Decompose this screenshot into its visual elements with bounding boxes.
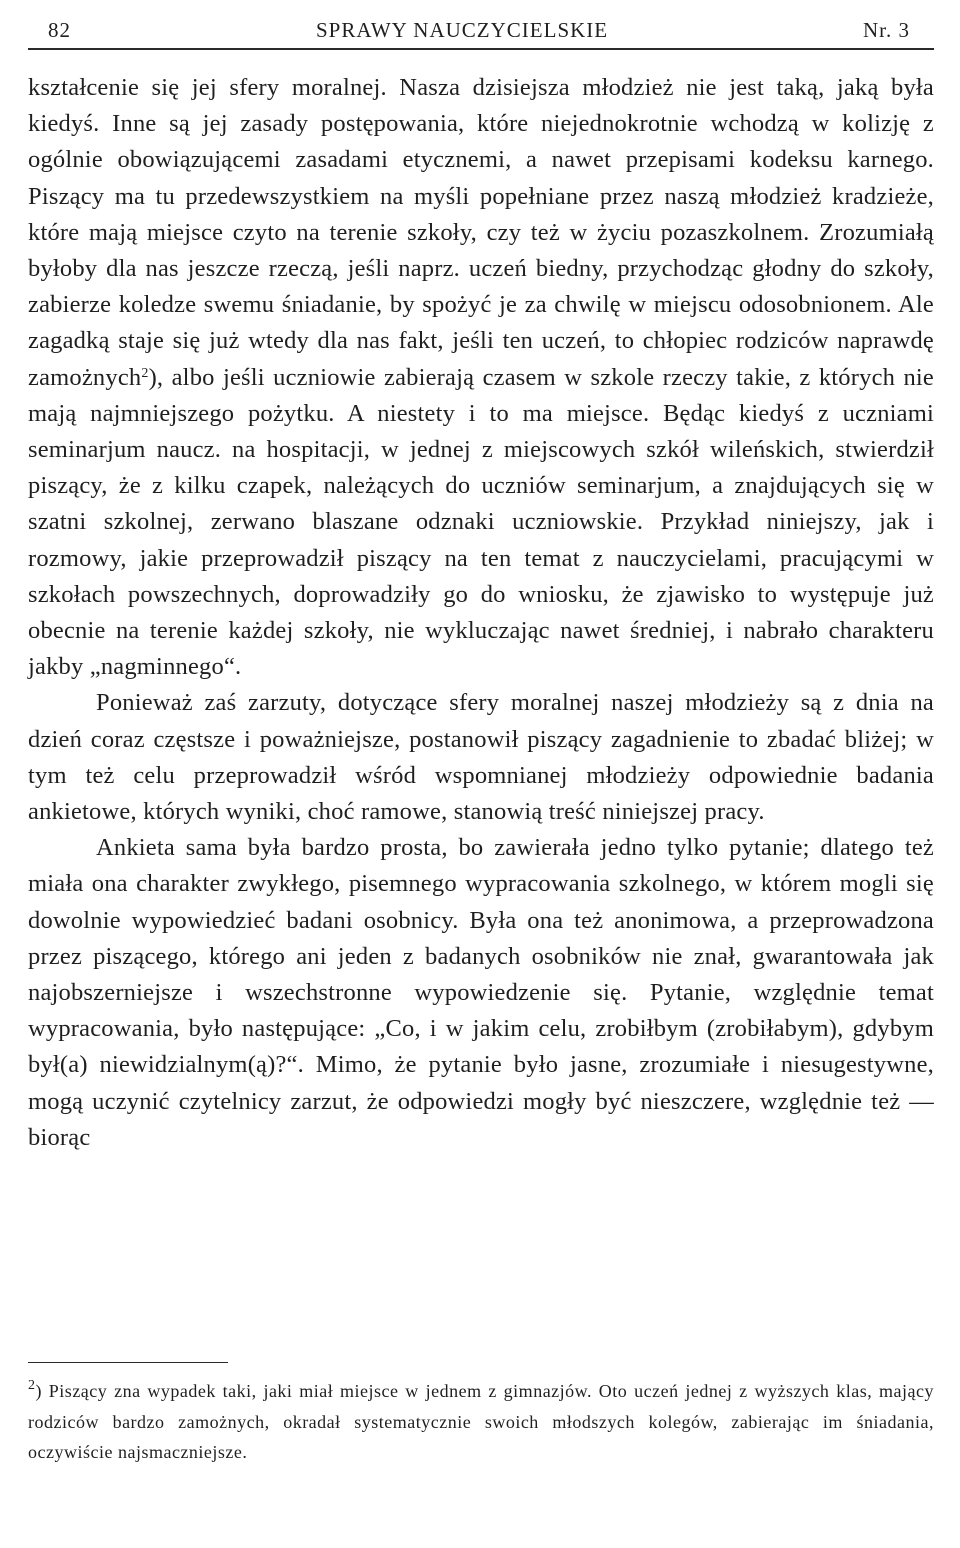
paragraph-1-part-a: kształcenie się jej sfery moralnej. Nasza dzisiejsza młodzież nie jest taką, jaką była kiedyś. Inne są jej zasady postępowania, które niejednokrotnie wchodzą w kolizję z ogólnie obowiązującemi zasadami etycznemi, a nawet przepisami kodeksu karnego. Piszący ma tu przedewszystkiem na myśli popełniane przez naszą młodzież kradzieże, które mają miejsce czyto na terenie szkoły, czy też w życiu pozaszkolnem. Zrozumiałą byłoby dla nas jeszcze rzeczą, jeśli naprz. uczeń biedny, przychodząc głodny do szkoły, zabierze koledze swemu śniadanie, by spożyć je za chwilę w miejscu odosobnionem. Ale zagadką staje się już wtedy dla nas fakt, jeśli ten uczeń, to chłopiec rodziców naprawdę zamożnych: [28, 74, 934, 391]
body-text: [28, 70, 934, 1156]
journal-title: SPRAWY NAUCZYCIELSKIE: [316, 18, 609, 42]
page-number: 82: [48, 18, 71, 42]
page-header: [28, 12, 934, 50]
paragraph-1-part-b: ), albo jeśli uczniowie zabierają czasem w szkole rzeczy takie, z których nie mają najmniejszego pożytku. A niestety i to ma miejsce. Będąc kiedyś z uczniami seminarjum naucz. na hospitacji, w jednej z miejscowych szkół wileńskich, stwierdził piszący, że z kilku czapek, należących do uczniów seminarjum, a znajdujących się w szatni szkolnej, zerwano blaszane odznaki uczniowskie. Przykład niniejszy, jak i rozmowy, jakie przeprowadził piszący na ten temat z nauczycielami, pracującymi w szkołach powszechnych, doprowadziły go do wniosku, że zjawisko to występuje już obecnie na terenie każdej szkoły, nie wykluczając nawet średniej, i nabrało charakteru jakby „nagminnego“.: [28, 363, 934, 681]
footnote: [28, 1376, 934, 1468]
paragraph-3: Ankieta sama była bardzo prosta, bo zawierała jedno tylko pytanie; dlatego też miała ona charakter zwykłego, pisemnego wypracowania szkolnego, w którem mogli się dowolnie wypowiedzieć badani osobnicy. Była ona też anonimowa, a przeprowadzona przez piszącego, którego ani jeden z badanych osobników nie znał, gwarantowała jak najobszerniejsze i wszechstronne wypowiedzenie się. Pytanie, względnie temat wypracowania, było następujące: „Co, i w jakim celu, zrobiłbym (zrobiłabym), gdybym był(a) niewidzialnym(ą)?“. Mimo, że pytanie było jasne, zrozumiałe i niesugestywne, mogą uczynić czytelnicy zarzut, że odpowiedzi mogły być nieszczere, względnie też — biorąc: [28, 834, 934, 1151]
footnote-divider: [28, 1362, 228, 1363]
issue-number: Nr. 3: [863, 18, 910, 42]
footnote-reference: 2: [141, 365, 149, 381]
paragraph-2: Ponieważ zaś zarzuty, dotyczące sfery moralnej naszej młodzieży są z dnia na dzień coraz częstsze i poważniejsze, postanowił piszący zagadnienie to zbadać bliżej; w tym też celu przeprowadził wśród wspomnianej młodzieży odpowiednie badania ankietowe, których wyniki, choć ramowe, stanowią treść niniejszej pracy.: [28, 689, 934, 826]
footnote-marker: 2: [28, 1378, 36, 1393]
footnote-text: ) Piszący zna wypadek taki, jaki miał miejsce w jednem z gimnazjów. Oto uczeń jednej z wyższych klas, mający rodziców bardzo zamożnych, okradał systematycznie swoich młodszych kolegów, zabierając im śniadania, oczywiście najsmaczniejsze.: [28, 1381, 934, 1462]
paragraph-1: [28, 70, 934, 685]
